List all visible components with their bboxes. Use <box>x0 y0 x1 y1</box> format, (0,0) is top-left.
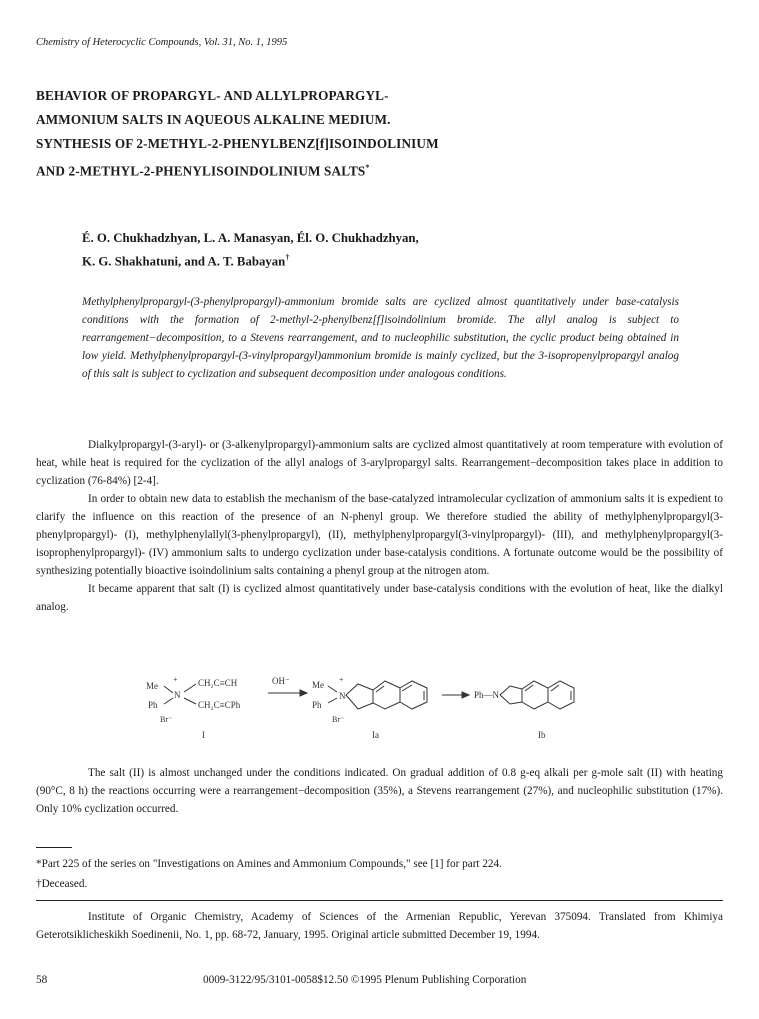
title-line-text: AND 2-METHYL-2-PHENYLISOINDOLINIUM SALTS <box>36 163 366 179</box>
footnotes <box>36 854 502 894</box>
scheme-me: Me <box>146 681 158 691</box>
scheme-label-i: I <box>202 730 205 740</box>
paragraph: It became apparent that salt (I) is cyclized almost quantitatively under base-catalysis conditions with the evolution of heat, like the dialkyl analog. <box>36 583 723 613</box>
title-line: AMMONIUM SALTS IN AQUEOUS ALKALINE MEDIUM. <box>36 112 391 127</box>
scheme-plus: + <box>173 675 178 684</box>
scheme-label-ib: Ib <box>538 730 546 740</box>
scheme-ph: Ph <box>312 700 322 710</box>
scheme-label-ia: Ia <box>372 730 379 740</box>
author-line <box>82 248 419 271</box>
scheme-bromide: Br⁻ <box>160 715 173 724</box>
title-line: BEHAVIOR OF PROPARGYL- AND ALLYLPROPARGYL- <box>36 88 389 103</box>
title-line <box>36 156 596 183</box>
scheme-plus: + <box>339 675 344 684</box>
scheme-ph: Ph <box>148 700 158 710</box>
journal-header: Chemistry of Heterocyclic Compounds, Vol. 31, No. 1, 1995 <box>36 37 288 48</box>
page-number: 58 <box>36 974 48 986</box>
author-line: É. O. Chukhadzhyan, L. A. Manasyan, Él. O. Chukhadzhyan, <box>82 231 419 245</box>
author-list <box>82 228 419 271</box>
paragraph: The salt (II) is almost unchanged under the conditions indicated. On gradual addition of 0.8 g-eq alkali per g-mole salt (II) with heating (90°C, 8 h) the reactions occurring were a rearrangement−decomposition (35%), a Stevens rearrangement (27%), and nucleophilic substitution (17%). Only 10% cyclization occurred. <box>36 767 723 815</box>
affiliation-text: Institute of Organic Chemistry, Academy of Sciences of the Armenian Republic, Yerevan 375094. Translated from Khimiya Geterotsiklicheskikh Soedinenii, No. 1, pp. 68-72, January, 1995. Original article submitted December 19, 1994. <box>36 911 723 941</box>
scheme-bromide: Br⁻ <box>332 715 345 724</box>
abstract: Methylphenylpropargyl-(3-phenylpropargyl)-ammonium bromide salts are cyclized almost quantitatively under base-catalysis conditions with the formation of 2-methyl-2-phenylbenz[f]isoindolinium bromide. The allyl analog is subject to rearrangement−decomposition, to a Stevens rearrangement, and to nucleophilic substitution, the cyclic product being obtained in low yield. Methylphenylpropargyl-(3-vinylpropargyl)ammonium bromide is mainly cyclized, but the 3-isopropenylpropargyl analog of this salt is subject to cyclization and subsequent decomposition under analogous conditions. <box>82 296 679 380</box>
scheme-n: N <box>174 690 181 700</box>
footnote: *Part 225 of the series on "Investigations on Amines and Ammonium Compounds," see [1] for part 224. <box>36 858 502 870</box>
issn-copyright: 0009-3122/95/3101-0058$12.50 ©1995 Plenum Publishing Corporation <box>203 974 527 986</box>
scheme-me: Me <box>312 680 324 690</box>
scheme-phenylpropargyl: CH₂C≡CPh <box>198 700 241 710</box>
reaction-scheme <box>140 660 600 750</box>
divider <box>36 900 723 901</box>
article-title <box>36 84 596 183</box>
paragraph: In order to obtain new data to establish the mechanism of the base-catalyzed intramolecular cyclization of ammonium salts it is expedient to clarify the influence on this reaction of the presence of an N-phenyl group. We therefore studied the ability of methylphenylpropargyl(3-phenylpropargyl)- (I), methylphenylallyl(3-phenylpropargyl), (II), methylphenylpropargyl(3-vinylpropargyl)- (III), and methylphenylpropargyl(3-isoprophenylpropargyl)- (IV) ammonium salts to undergo cyclization under base-catalysis conditions. A fortunate outcome would be the possibility of synthesizing potentially bioactive isoindolinium salts containing a phenyl group at the nitrogen atom. <box>36 493 723 577</box>
title-footnote-mark: * <box>365 163 370 172</box>
scheme-n: N <box>339 691 346 701</box>
author-footnote-mark: † <box>285 253 290 262</box>
author-line-text: K. G. Shakhatuni, and A. T. Babayan <box>82 254 286 269</box>
title-line: SYNTHESIS OF 2-METHYL-2-PHENYLBENZ[f]ISOINDOLINIUM <box>36 136 439 151</box>
body-text-after-scheme <box>36 764 723 818</box>
scheme-hydroxide: OH⁻ <box>272 676 290 686</box>
footnote-rule <box>36 847 72 848</box>
scheme-ph-n: Ph—N <box>474 690 500 700</box>
footnote: †Deceased. <box>36 878 88 890</box>
affiliation-note <box>36 908 723 944</box>
scheme-propargyl: CH₂C≡CH <box>198 678 238 688</box>
body-text <box>36 436 723 616</box>
paragraph: Dialkylpropargyl-(3-aryl)- or (3-alkenylpropargyl)-ammonium salts are cyclized almost quantitatively at room temperature with evolution of heat, while heat is required for the cyclization of the allyl analogs of 3-arylpropargyl salts. Rearrangement−decomposition takes place in addition to cyclization (76-84%) [2-4]. <box>36 439 723 487</box>
